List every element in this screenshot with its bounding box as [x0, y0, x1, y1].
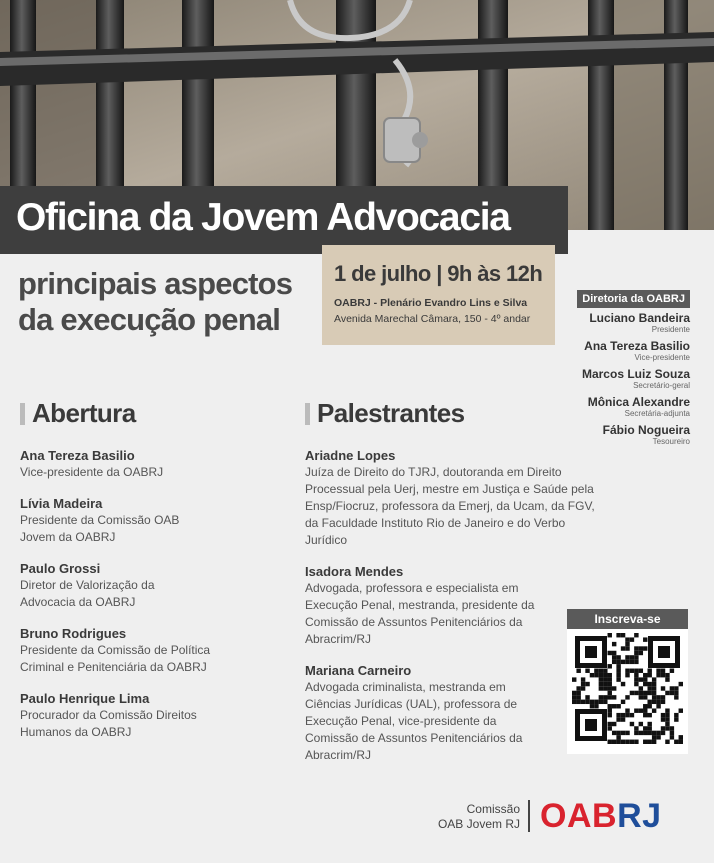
event-address: Avenida Marechal Câmara, 150 - 4º andar [334, 313, 531, 325]
footer-divider [528, 800, 530, 832]
footer-org [430, 802, 520, 832]
person-role: Vice-presidente da OABRJ [20, 465, 164, 479]
board-member-role: Secretário-geral [633, 381, 690, 390]
person-name: Ariadne Lopes [305, 448, 396, 463]
section-header [305, 398, 597, 429]
person [20, 625, 235, 676]
person-name: Mariana Carneiro [305, 663, 412, 678]
person-role: Advogada criminalista, mestranda em Ciências Jurídicas (UAL), professora de Execução Penal, vice-presidente da Comissão de Assuntos Penitenciários da Abracrim/RJ [305, 680, 523, 762]
board-member-role: Vice-presidente [634, 353, 690, 362]
board-member [560, 340, 690, 364]
subtitle [18, 266, 292, 338]
person [20, 560, 170, 611]
board-member-name: Marcos Luiz Souza [581, 367, 690, 381]
signup-label[interactable]: Inscreva-se [567, 609, 688, 629]
logo-part: OAB [540, 797, 618, 835]
person-name: Isadora Mendes [305, 564, 404, 579]
person-role: Presidente da Comissão OAB Jovem da OABRJ [20, 513, 180, 544]
section-title: Abertura [32, 398, 136, 428]
signup-box[interactable] [567, 609, 688, 754]
footer-org-line: OAB Jovem RJ [437, 817, 520, 831]
person [305, 563, 555, 648]
event-date: 1 de julho [334, 261, 431, 286]
person-role: Procurador da Comissão Direitos Humanos da OABRJ [20, 708, 197, 739]
event-place: OABRJ - Plenário Evandro Lins e Silva [334, 297, 528, 309]
event-info-box [322, 245, 555, 345]
board-member-role: Presidente [651, 325, 690, 334]
person-name: Bruno Rodrigues [20, 626, 127, 641]
divider: | [436, 261, 448, 286]
board-member-name: Mônica Alexandre [587, 395, 690, 409]
board-member [560, 368, 690, 392]
board-member-role: Secretária-adjunta [624, 409, 690, 418]
board-member-name: Ana Tereza Basilio [584, 339, 690, 353]
person-role: Diretor de Valorização da Advocacia da OABRJ [20, 578, 155, 609]
board-member-role: Tesoureiro [652, 437, 690, 446]
qr-code-icon[interactable] [572, 633, 683, 744]
event-time: 9h às 12h [447, 261, 543, 286]
palestrantes-section [305, 398, 597, 778]
person [305, 447, 597, 549]
board-member-name: Fábio Nogueira [602, 423, 690, 437]
person-role: Advogada, professora e especialista em Execução Penal, mestranda, presidente da Comissão de Assuntos Penitenciários da Abracrim/RJ [305, 581, 535, 646]
person [20, 495, 200, 546]
title-band [0, 186, 568, 254]
oabrj-logo [540, 797, 662, 836]
person-name: Paulo Henrique Lima [20, 691, 150, 706]
abertura-section [20, 398, 280, 755]
page-title: Oficina da Jovem Advocacia [16, 196, 510, 239]
person [305, 662, 530, 764]
subtitle-line: da execução penal [18, 302, 281, 337]
person-name: Ana Tereza Basilio [20, 448, 135, 463]
subtitle-line: principais aspectos [18, 266, 293, 301]
footer-org-line: Comissão [466, 802, 520, 816]
person [20, 690, 230, 741]
section-bar [305, 403, 310, 425]
board-title: Diretoria da OABRJ [577, 290, 690, 308]
board-member [560, 312, 690, 336]
person-name: Paulo Grossi [20, 561, 101, 576]
person-role: Presidente da Comissão de Política Criminal e Penitenciária da OABRJ [20, 643, 211, 674]
person-role: Juíza de Direito do TJRJ, doutoranda em Direito Processual pela Uerj, mestre em Justiça e Saúde pela Ensp/Fiocruz, professora da Emerj, da Ucam, da FGV, da Faculdade Instituto Rio de Janeiro e do Verbo Jurídico [305, 465, 595, 547]
section-header [20, 398, 280, 429]
board-member-name: Luciano Bandeira [589, 311, 690, 325]
person-name: Lívia Madeira [20, 496, 103, 511]
event-datetime [334, 261, 542, 287]
person [20, 447, 280, 481]
logo-part: RJ [617, 797, 662, 835]
section-bar [20, 403, 25, 425]
section-title: Palestrantes [317, 398, 465, 428]
